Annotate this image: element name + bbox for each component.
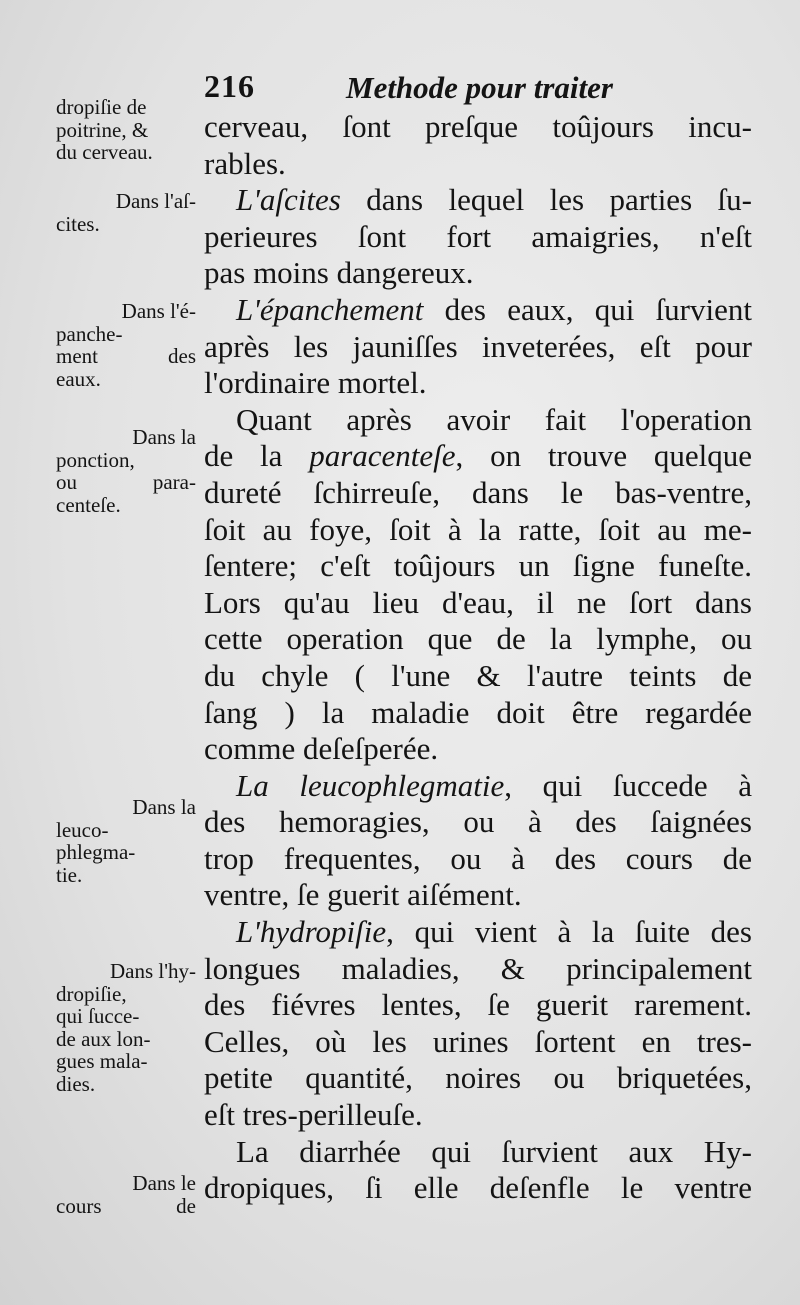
text-fragment: , qui ſuccede à [504,767,752,803]
text-line: l'ordinaire mortel. [204,365,427,401]
text-fragment: de la [204,438,310,474]
text-line: ſoit au foye, ſoit à la ratte, ſoit au me- [204,511,752,547]
margin-line: du cerveau. [56,140,153,164]
text-line [204,182,752,219]
text-line: du chyle ( l'une & l'autre teints de [204,657,752,693]
margin-line: centeſe. [56,492,121,517]
text-line: petite quantité, noires ou briquetées, [204,1060,752,1096]
margin-line: ponction, [56,447,135,472]
margin-line: eaux. [56,366,101,391]
text-fragment: dans lequel les parties ſu- [340,182,752,218]
margin-line: ment des [56,344,196,368]
margin-note-hydropisie-poitrine [56,96,196,164]
text-line: cerveau, ſont preſque toûjours incu- [204,109,752,144]
text-line: Celles, où les urines ſortent en tres- [204,1023,752,1059]
text-line: longues maladies, & principalement [204,950,752,986]
margin-line: leuco- [56,817,109,842]
margin-line: Dans l'é- [121,299,196,323]
text-line: des fiévres lentes, ſe guerit rarement. [204,987,752,1023]
margin-note-cours-de-ventre [56,1172,196,1217]
text-line: Lors qu'au lieu d'eau, il ne ſort dans [204,584,752,620]
text-line: ſang ) la maladie doit être regardée [204,694,752,730]
margin-line: cours de [56,1193,196,1218]
margin-line: qui ſucce- [56,1004,140,1028]
margin-note-paracentese [56,426,196,516]
text-line: des hemoragies, ou à des ſaignées [204,804,752,840]
margin-note-epanchement [56,300,196,390]
italic-term: La leucophlegmatie [236,767,505,803]
text-line [204,292,752,329]
italic-term: L'hydropiſie [236,914,387,950]
text-line: eſt tres-perilleuſe. [204,1097,423,1133]
margin-line: dropiſie de [56,95,147,119]
text-line: rables. [204,145,286,181]
margin-line: de aux lon- [56,1026,151,1051]
page-header [204,66,664,110]
margin-note-hydropisie [56,960,196,1095]
text-line: comme deſeſperée. [204,731,439,767]
margin-line: Dans la [132,795,196,819]
margin-line: phlegma- [56,840,136,864]
italic-term: paracenteſe [309,438,456,474]
text-line: après les jauniſſes inveterées, eſt pour [204,328,752,364]
text-fragment: , qui vient à la ſuite des [386,914,752,950]
margin-line: Dans l'aſ- [115,189,196,213]
text-line: dureté ſchirreuſe, dans le bas-ventre, [204,474,752,510]
text-line [204,768,752,805]
text-line: dropiques, ſi elle deſenfle le ventre [204,1170,752,1206]
italic-term: L'épanchement [236,291,424,327]
margin-note-leucophlegmatie [56,796,196,886]
margin-line: tie. [56,862,83,887]
margin-note-ascites [56,190,196,235]
margin-line: gues mala- [56,1049,148,1073]
text-line: ſentere; c'eſt toûjours un ſigne funeſte. [204,548,752,584]
page-number: 216 [204,68,255,104]
text-line [204,914,752,951]
running-title: Methode pour traiter [346,70,613,105]
text-line: perieures ſont fort amaigries, n'eſt [204,218,752,254]
margin-line: poitrine, & [56,117,149,142]
text-fragment: des eaux, qui ſurvient [423,291,752,327]
margin-line: dropiſie, [56,981,127,1006]
italic-term: L'aſcites [236,182,341,218]
text-line [204,438,752,475]
text-line: cette operation que de la lymphe, ou [204,621,752,657]
margin-line: Dans le [132,1171,196,1195]
margin-line: cites. [56,211,100,236]
text-line: pas moins dangereux. [204,255,474,291]
margin-line: Dans la [132,425,196,449]
margin-line: ou para- [56,470,196,494]
text-line: ventre, ſe guerit aiſément. [204,877,522,913]
text-line: Quant après avoir fait l'operation [236,401,752,437]
margin-line: Dans l'hy- [109,959,196,983]
text-line: trop frequentes, ou à des cours de [204,840,752,876]
text-line: La diarrhée qui ſurvient aux Hy- [236,1133,752,1169]
margin-line: panche- [56,321,123,346]
main-text [204,109,752,1207]
text-fragment: , on trouve quelque [455,438,752,474]
margin-line: dies. [56,1071,96,1096]
